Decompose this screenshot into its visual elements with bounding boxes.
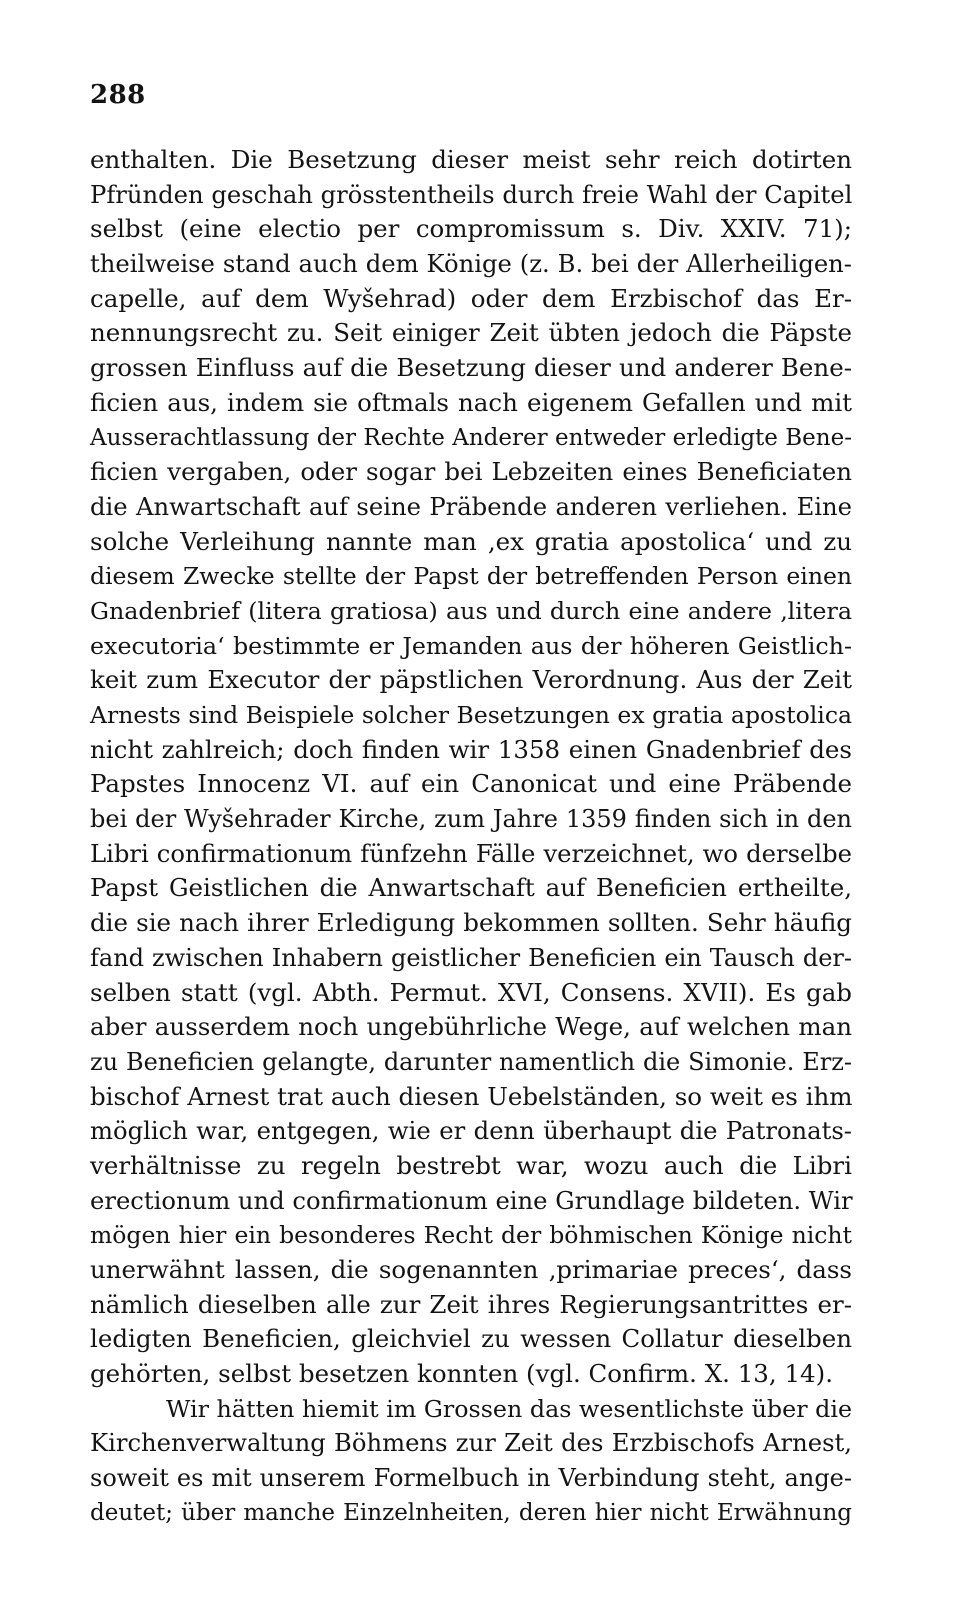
text-line: Kirchenverwaltung Böhmens zur Zeit des Erzbischofs Arnest, — [90, 1428, 852, 1458]
text-line: mögen hier ein besonderes Recht der böhmischen Könige nicht — [90, 1221, 852, 1250]
text-line: selben statt (vgl. Abth. Permut. XVI, Consens. XVII). Es gab — [90, 977, 852, 1007]
text-line: soweit es mit unserem Formelbuch in Verbindung steht, ange- — [90, 1464, 852, 1493]
text-line: enthalten. Die Besetzung dieser meist sehr reich dotirten — [90, 145, 852, 174]
text-line: ledigten Beneficien, gleichviel zu wessen Collatur dieselben — [90, 1324, 852, 1354]
text-line: grossen Einfluss auf die Besetzung dieser und anderer Bene- — [90, 353, 852, 383]
text-line: Pfründen geschah grösstentheils durch freie Wahl der Capitel — [90, 179, 853, 209]
text-line: selbst (eine electio per compromissum s. Div. XXIV. 71); — [90, 214, 852, 244]
text-line: solche Verleihung nannte man ‚ex gratia apostolica‘ und zu — [90, 526, 852, 556]
text-line: diesem Zwecke stellte der Papst der betreffenden Person einen — [90, 562, 852, 591]
text-line: executoria‘ bestimmte er Jemanden aus der höheren Geistlich- — [90, 631, 852, 660]
text-line: Ausserachtlassung der Rechte Anderer entweder erledigte Bene- — [90, 424, 852, 451]
text-line: capelle, auf dem Wyšehrad) oder dem Erzbischof das Er- — [90, 283, 852, 313]
text-line: fand zwischen Inhabern geistlicher Beneficien ein Tausch der- — [90, 943, 852, 972]
text-line: bischof Arnest trat auch diesen Uebelständen, so weit es ihm — [90, 1081, 853, 1111]
text-line: Arnests sind Beispiele solcher Besetzungen ex gratia apostolica — [90, 701, 852, 729]
text-line: ficien aus, indem sie oftmals nach eigenem Gefallen und mit — [90, 387, 852, 417]
text-line: keit zum Executor der päpstlichen Verordnung. Aus der Zeit — [90, 665, 852, 695]
text-line: deutet; über manche Einzelnheiten, deren hier nicht Erwähnung — [90, 1499, 852, 1526]
text-line: möglich war, entgegen, wie er denn überhaupt die Patronats- — [90, 1116, 852, 1146]
text-line: zu Beneficien gelangte, darunter namentlich die Simonie. Erz- — [90, 1047, 852, 1076]
text-line: theilweise stand auch dem Könige (z. B. bei der Allerheiligen- — [90, 249, 852, 279]
text-line: nennungsrecht zu. Seit einiger Zeit übten jedoch die Päpste — [90, 318, 852, 348]
page-number: 288 — [90, 80, 146, 110]
text-line: Gnadenbrief (litera gratiosa) aus und durch eine andere ‚litera — [90, 596, 852, 625]
text-line: Papstes Innocenz VI. auf ein Canonicat und eine Präbende — [90, 769, 852, 799]
body-text — [90, 143, 852, 1531]
text-line: erectionum und confirmationum eine Grundlage bildeten. Wir — [90, 1185, 853, 1215]
text-line: aber ausserdem noch ungebührliche Wege, auf welchen man — [90, 1012, 852, 1042]
text-line: unerwähnt lassen, die sogenannten ‚primariae preces‘, dass — [90, 1255, 852, 1284]
text-line: bei der Wyšehrader Kirche, zum Jahre 1359 finden sich in den — [90, 805, 852, 834]
text-line: die sie nach ihrer Erledigung bekommen sollten. Sehr häufig — [90, 908, 852, 938]
text-line: verhältnisse zu regeln bestrebt war, wozu auch die Libri — [90, 1150, 852, 1180]
text-line: Libri confirmationum fünfzehn Fälle verzeichnet, wo derselbe — [90, 838, 852, 868]
text-line: Papst Geistlichen die Anwartschaft auf Beneficien ertheilte, — [90, 873, 852, 903]
text-line: ficien vergaben, oder sogar bei Lebzeiten eines Beneficiaten — [90, 457, 852, 487]
paragraph-end-line: gehörten, selbst besetzen konnten (vgl. Confirm. X. 13, 14). — [90, 1359, 833, 1389]
text-line: nicht zahlreich; doch finden wir 1358 einen Gnadenbrief des — [90, 734, 852, 764]
text-line: nämlich dieselben alle zur Zeit ihres Regierungsantrittes er- — [90, 1289, 852, 1319]
text-line: die Anwartschaft auf seine Präbende anderen verliehen. Eine — [90, 491, 852, 521]
paragraph-start-line: Wir hätten hiemit im Grossen das wesentlichste über die — [166, 1394, 852, 1423]
